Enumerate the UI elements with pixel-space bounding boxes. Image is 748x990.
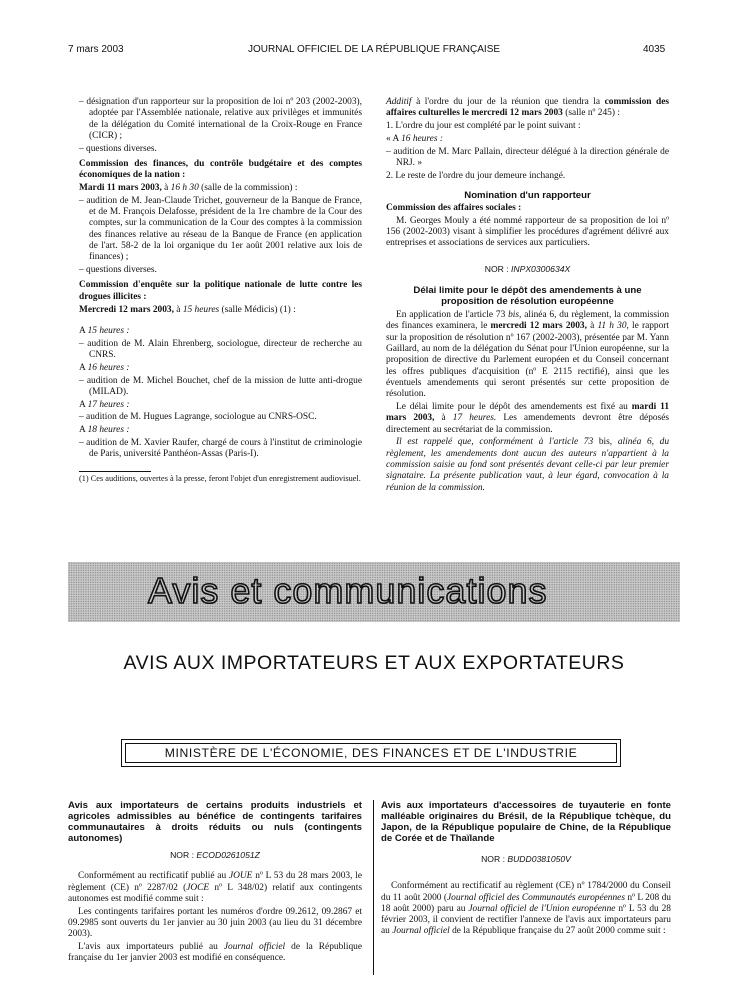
agenda-item: – questions diverses. [79, 143, 157, 154]
time-slot: A 15 heures : [79, 325, 130, 336]
finance-meeting-line: Mardi 11 mars 2003, à 16 h 30 (salle de la commission) : [79, 183, 298, 194]
banner-title: Avis et communications [148, 570, 548, 611]
column-divider [373, 800, 374, 975]
ministry-box [121, 739, 621, 767]
bottom-left-notice [68, 800, 362, 966]
agenda-item: – audition de M. Michel Bouchet, chef de la mission de lutte anti-drogue (MILAD). [79, 375, 362, 397]
addendum-point: 1. L'ordre du jour est complété par le point suivant : [386, 121, 581, 132]
notice-paragraph: Les contingents tarifaires portant les numéros d'ordre 09.2612, 09.2867 et 09.2985 sont ouverts du 1er janvier au 30 juin 2003 (au lieu du 31 décembre 2003). [68, 906, 362, 940]
footnote: (1) Ces auditions, ouvertes à la presse, feront l'objet d'un enregistrement audiovisuel. [79, 474, 361, 483]
ministry-name: MINISTÈRE DE L'ÉCONOMIE, DES FINANCES ET DE L'INDUSTRIE [164, 746, 578, 760]
footnote-divider [79, 471, 151, 472]
nor-reference: NOR : BUDD0381050V [481, 854, 571, 864]
time-slot: A 16 heures : [79, 362, 130, 373]
nomination-heading: Nomination d'un rapporteur [464, 190, 591, 202]
notice-title: Avis aux importateurs d'accessoires de tuyauterie en fonte malléable originaires du Brésil, de la République tchèque, du Japon, de la République populaire de Chine, de la République de Corée et de Thaïlande [381, 800, 671, 844]
addendum-point: 2. Le reste de l'ordre du jour demeure inchangé. [386, 170, 566, 181]
reminder-paragraph: Il est rappelé que, conformément à l'article 73 bis, alinéa 6, du règlement, les amendements dont aucun des auteurs n'appartient à la commission saisie au fond sont présentés devant celle-ci par leur premier signataire. La présente publication vaut, à leur égard, convocation à la réunion de la commission. [386, 437, 670, 493]
finance-committee-title: Commission des finances, du contrôle budgétaire et des comptes économiques de la nation : [79, 158, 362, 181]
left-column [79, 97, 362, 462]
bottom-right-notice [381, 800, 671, 939]
deadline-paragraph: En application de l'article 73 bis, alinéa 6, du règlement, la commission des finances examinera, le mercredi 12 mars 2003, à 11 h 30, le rapport sur la proposition de résolution nº 167 (2002-2003), présentée par M. Yann Gaillard, au nom de la délégation du Sénat pour l'Union européenne, sur la proposition de directive du Parlement européen et du Conseil concernant les offres publiques d'acquisition (nº E 2115 rectifié), ainsi que les éventuels amendements qui seront présentés sur cette proposition de résolution. [386, 310, 670, 400]
nomination-text: M. Georges Mouly a été nommé rapporteur de sa proposition de loi nº 156 (2002-2003) visant à simplifier les procédures d'agrément délivré aux entreprises et associations de services aux particuliers. [386, 215, 669, 249]
section-title: AVIS AUX IMPORTATEURS ET AUX EXPORTATEURS [123, 652, 625, 674]
deadline-paragraph: Le délai limite pour le dépôt des amendements est fixé au mardi 11 mars 2003, à 17 heures. Les amendements devront être déposés directement au secrétariat de la commission. [386, 401, 670, 435]
agenda-item: – désignation d'un rapporteur sur la proposition de loi nº 203 (2002-2003), adoptée par l'Assemblée nationale, relative aux privilèges et immunités de la délégation du Comité international de la Croix-Rouge en France (CICR) ; [79, 97, 362, 141]
time-slot: « A 16 heures : [386, 133, 443, 144]
social-committee-title: Commission des affaires sociales : [386, 203, 522, 214]
time-slot: A 17 heures : [79, 399, 130, 410]
right-column [386, 97, 669, 495]
nor-reference: NOR : ECOD0261051Z [170, 850, 260, 860]
amendment-deadline-heading: Délai limite pour le dépôt des amendements à une proposition de résolution européenne [413, 285, 642, 308]
notice-paragraph: Conformément au rectificatif publié au JOUE nº L 53 du 28 mars 2003, le règlement (CE) nº 2287/02 (JOCE nº L 348/02) relatif aux contingents autonomes est modifié comme suit : [68, 871, 363, 904]
nor-reference: NOR : INPX0300634X [484, 263, 571, 274]
agenda-item: – questions diverses. [79, 265, 157, 276]
page-number: 4035 [643, 44, 666, 55]
agenda-item: – audition de M. Hugues Lagrange, sociologue au CNRS-OSC. [79, 412, 317, 423]
agenda-item: – audition de M. Jean-Claude Trichet, gouverneur de la Banque de France, et de M. François Delafosse, président de la 1re chambre de la Cour des comptes, sur la communication de la Cour des comptes à la commission des finances relative au réseau de la Banque de France (en application de l'art. 58-2 de la loi organique du 1er août 2001 relative aux lois de finances) ; [79, 195, 362, 263]
addendum-paragraph: Additif à l'ordre du jour de la réunion que tiendra la commission des affaires culturelles le mercredi 12 mars 2003 (salle nº 245) : [386, 97, 670, 119]
agenda-item: – audition de M. Alain Ehrenberg, sociologue, directeur de recherche au CNRS. [79, 338, 362, 360]
inquiry-committee-title: Commission d'enquête sur la politique nationale de lutte contre les drogues illicites : [79, 280, 362, 302]
header-date: 7 mars 2003 [68, 44, 124, 55]
notice-paragraph: L'avis aux importateurs publié au Journal officiel de la République française du 1er janvier 2003 est modifié en conséquence. [68, 942, 363, 964]
time-slot: A 18 heures : [79, 425, 130, 436]
inquiry-meeting-line: Mercredi 12 mars 2003, à 15 heures (salle Médicis) (1) : [79, 304, 296, 315]
notice-title: Avis aux importateurs de certains produits industriels et agricoles admissibles au bénéfice de contingents tarifaires communautaires à droits réduits ou nuls (contingents autonomes) [68, 800, 362, 844]
notice-paragraph: Conformément au rectificatif au règlement (CE) nº 1784/2000 du Conseil du 11 août 2000 (Journal officiel des Communautés européennes nº L 208 du 18 août 2000) paru au Journal officiel de l'Union européenne nº L 53 du 28 février 2003, il convient de rectifier l'annexe de l'avis aux importateurs paru au Journal officiel de la République française du 27 août 2000 comme suit : [381, 881, 671, 937]
journal-title: JOURNAL OFFICIEL DE LA RÉPUBLIQUE FRANÇAISE [247, 44, 501, 55]
agenda-item: – audition de M. Marc Pallain, directeur délégué à la direction générale de NRJ. » [386, 146, 669, 168]
section-banner [68, 562, 680, 622]
agenda-item: – audition de M. Xavier Raufer, chargé de cours à l'institut de criminologie de Paris, université Panthéon-Assas (Paris-I). [79, 438, 362, 460]
